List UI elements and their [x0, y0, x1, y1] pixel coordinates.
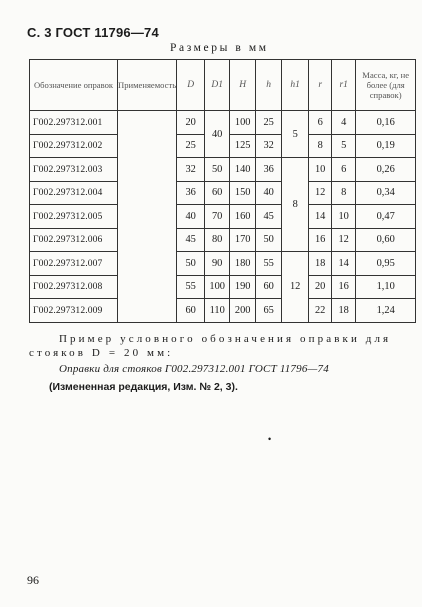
cell-H: 100 [230, 111, 256, 135]
designation-example [29, 332, 404, 394]
page-number: 96 [27, 573, 39, 587]
cell-r1: 14 [332, 252, 356, 276]
cell-h: 45 [256, 205, 282, 229]
cell-h: 60 [256, 275, 282, 299]
col-header-h1: h1 [282, 60, 309, 111]
designation-cell: Г002.297312.001 [30, 111, 118, 135]
page-header: С. 3 ГОСТ 11796—74 [27, 25, 159, 40]
designation-cell: Г002.297312.002 [30, 134, 118, 158]
table-row [30, 158, 416, 182]
cell-r1: 10 [332, 205, 356, 229]
cell-H: 170 [230, 228, 256, 252]
applicability-cell [118, 111, 177, 323]
cell-h: 36 [256, 158, 282, 182]
cell-r1: 6 [332, 158, 356, 182]
cell-D: 50 [177, 252, 205, 276]
cell-D: 25 [177, 134, 205, 158]
cell-H: 200 [230, 299, 256, 323]
cell-D: 55 [177, 275, 205, 299]
cell-r: 22 [309, 299, 332, 323]
cell-H: 150 [230, 181, 256, 205]
cell-h: 25 [256, 111, 282, 135]
cell-r: 10 [309, 158, 332, 182]
cell-h: 32 [256, 134, 282, 158]
cell-D1: 70 [205, 205, 230, 229]
col-header-D: D [177, 60, 205, 111]
example-title: Пример условного обозначения оправки для стояков D = 20 мм: [29, 333, 392, 359]
cell-mass: 1,10 [356, 275, 416, 299]
col-header-r: r [309, 60, 332, 111]
cell-H: 140 [230, 158, 256, 182]
designation-cell: Г002.297312.004 [30, 181, 118, 205]
cell-D: 60 [177, 299, 205, 323]
cell-D1: 50 [205, 158, 230, 182]
cell-r: 14 [309, 205, 332, 229]
cell-h: 55 [256, 252, 282, 276]
cell-H: 160 [230, 205, 256, 229]
table-row [30, 275, 416, 299]
col-header-H: H [230, 60, 256, 111]
table-row [30, 299, 416, 323]
cell-D1: 110 [205, 299, 230, 323]
cell-r1: 18 [332, 299, 356, 323]
cell-H: 125 [230, 134, 256, 158]
cell-h1: 8 [282, 158, 309, 252]
cell-r: 12 [309, 181, 332, 205]
table-row [30, 228, 416, 252]
cell-mass: 0,60 [356, 228, 416, 252]
table-row [30, 252, 416, 276]
cell-H: 180 [230, 252, 256, 276]
col-header-mass: Масса, кг, не более (для справок) [356, 60, 416, 111]
cell-r: 16 [309, 228, 332, 252]
dimensions-table [29, 59, 416, 323]
cell-r: 6 [309, 111, 332, 135]
cell-H: 190 [230, 275, 256, 299]
cell-D1: 40 [205, 111, 230, 158]
cell-D1: 100 [205, 275, 230, 299]
cell-r1: 16 [332, 275, 356, 299]
cell-r: 18 [309, 252, 332, 276]
cell-r1: 5 [332, 134, 356, 158]
cell-h1: 5 [282, 111, 309, 158]
col-header-D1: D1 [205, 60, 230, 111]
cell-D: 40 [177, 205, 205, 229]
cell-D1: 60 [205, 181, 230, 205]
col-header-h: h [256, 60, 282, 111]
cell-D1: 90 [205, 252, 230, 276]
cell-h: 40 [256, 181, 282, 205]
edition-note: (Измененная редакция, Изм. № 2, 3). [49, 381, 238, 393]
cell-r1: 4 [332, 111, 356, 135]
cell-h1: 12 [282, 252, 309, 323]
designation-cell: Г002.297312.009 [30, 299, 118, 323]
table-row [30, 205, 416, 229]
cell-D: 20 [177, 111, 205, 135]
cell-mass: 1,24 [356, 299, 416, 323]
designation-cell: Г002.297312.008 [30, 275, 118, 299]
col-header-applicability: Применяемость [118, 60, 177, 111]
example-designation: Оправки для стояков Г002.297312.001 ГОСТ 11796—74 [59, 363, 329, 375]
col-header-designation: Обозначение оправок [30, 60, 118, 111]
cell-r: 8 [309, 134, 332, 158]
print-speck: • [268, 434, 272, 444]
table-caption: Размеры в мм [170, 42, 269, 54]
cell-mass: 0,16 [356, 111, 416, 135]
designation-cell: Г002.297312.007 [30, 252, 118, 276]
cell-mass: 0,26 [356, 158, 416, 182]
table-row [30, 111, 416, 135]
cell-D: 45 [177, 228, 205, 252]
designation-cell: Г002.297312.005 [30, 205, 118, 229]
cell-D: 36 [177, 181, 205, 205]
cell-r1: 12 [332, 228, 356, 252]
designation-cell: Г002.297312.006 [30, 228, 118, 252]
designation-cell: Г002.297312.003 [30, 158, 118, 182]
cell-h: 50 [256, 228, 282, 252]
cell-D: 32 [177, 158, 205, 182]
cell-mass: 0,47 [356, 205, 416, 229]
cell-h: 65 [256, 299, 282, 323]
cell-mass: 0,19 [356, 134, 416, 158]
table-row [30, 181, 416, 205]
header-row [30, 60, 416, 111]
cell-r: 20 [309, 275, 332, 299]
cell-mass: 0,34 [356, 181, 416, 205]
cell-D1: 80 [205, 228, 230, 252]
cell-r1: 8 [332, 181, 356, 205]
cell-mass: 0,95 [356, 252, 416, 276]
col-header-r1: r1 [332, 60, 356, 111]
